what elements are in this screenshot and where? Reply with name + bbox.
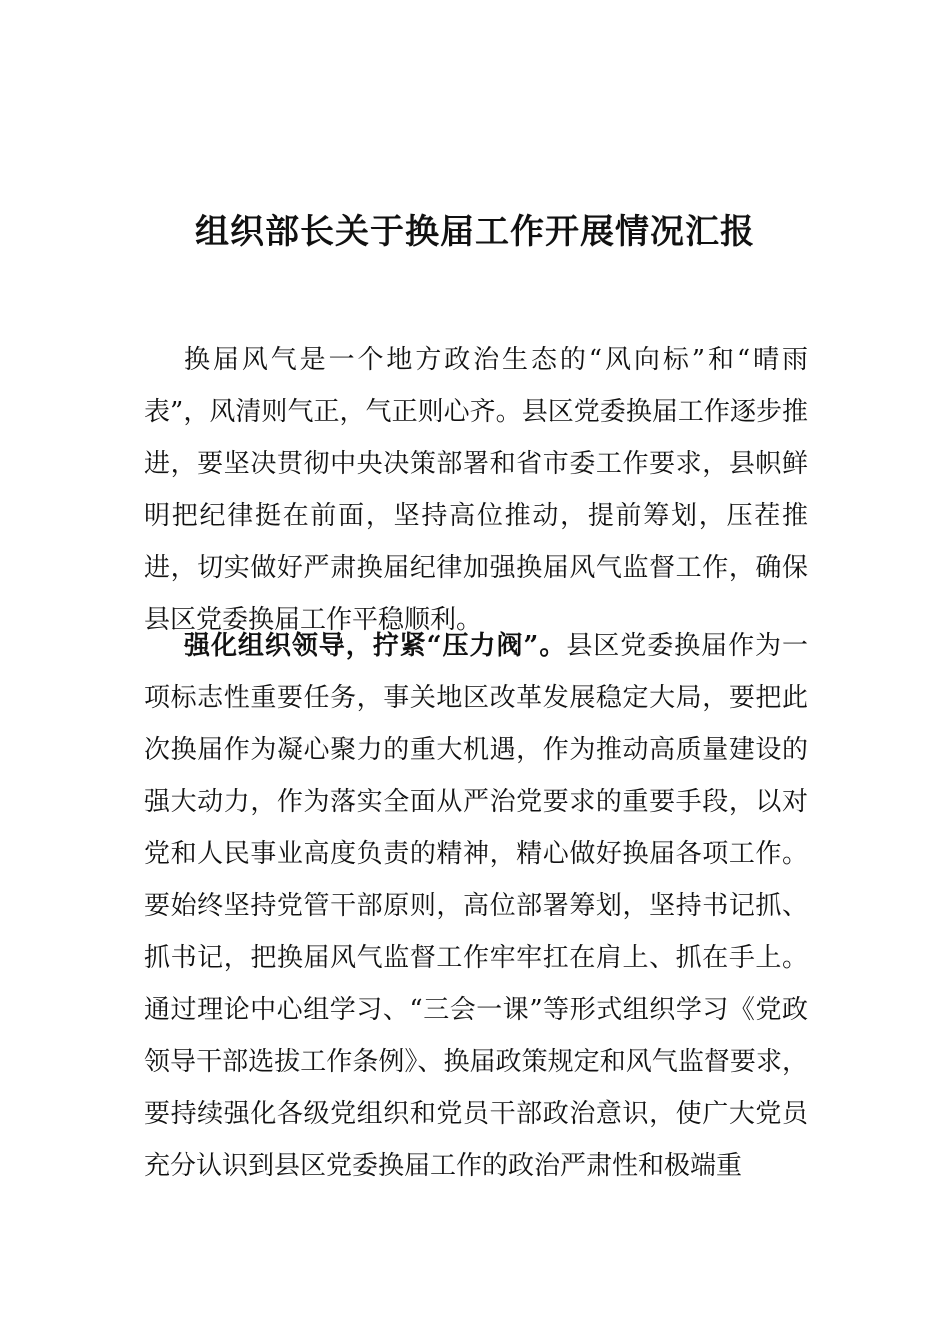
paragraph-lead-heading: 强化组织领导，拧紧“压力阀”。: [184, 631, 567, 661]
paragraph-intro: [144, 334, 808, 646]
paragraph-intro-text: 换届风气是一个地方政治生态的“风向标”和“晴雨表”，风清则气正，气正则心齐。县区党委换届工作逐步推进，要坚决贯彻中央决策部署和省市委工作要求，县帜鲜明把纪律挺在前面，坚持高位推动，提前筹划，压茬推进，切实做好严肃换届纪律加强换届风气监督工作，确保县区党委换届工作平稳顺利。: [144, 345, 808, 635]
paragraph-organization-leadership: [144, 620, 808, 1192]
document-title: 组织部长关于换届工作开展情况汇报: [195, 212, 755, 252]
paragraph-organization-leadership-text: 县区党委换届作为一项标志性重要任务，事关地区改革发展稳定大局，要把此次换届作为凝心聚力的重大机遇，作为推动高质量建设的强大动力，作为落实全面从严治党要求的重要手段，以对党和人民事业高度负责的精神，精心做好换届各项工作。要始终坚持党管干部原则，高位部署筹划，坚持书记抓、抓书记，把换届风气监督工作牢牢扛在肩上、抓在手上。通过理论中心组学习、“三会一课”等形式组织学习《党政领导干部选拔工作条例》、换届政策规定和风气监督要求，要持续强化各级党组织和党员干部政治意识，使广大党员充分认识到县区党委换届工作的政治严肃性和极端重: [144, 631, 808, 1181]
